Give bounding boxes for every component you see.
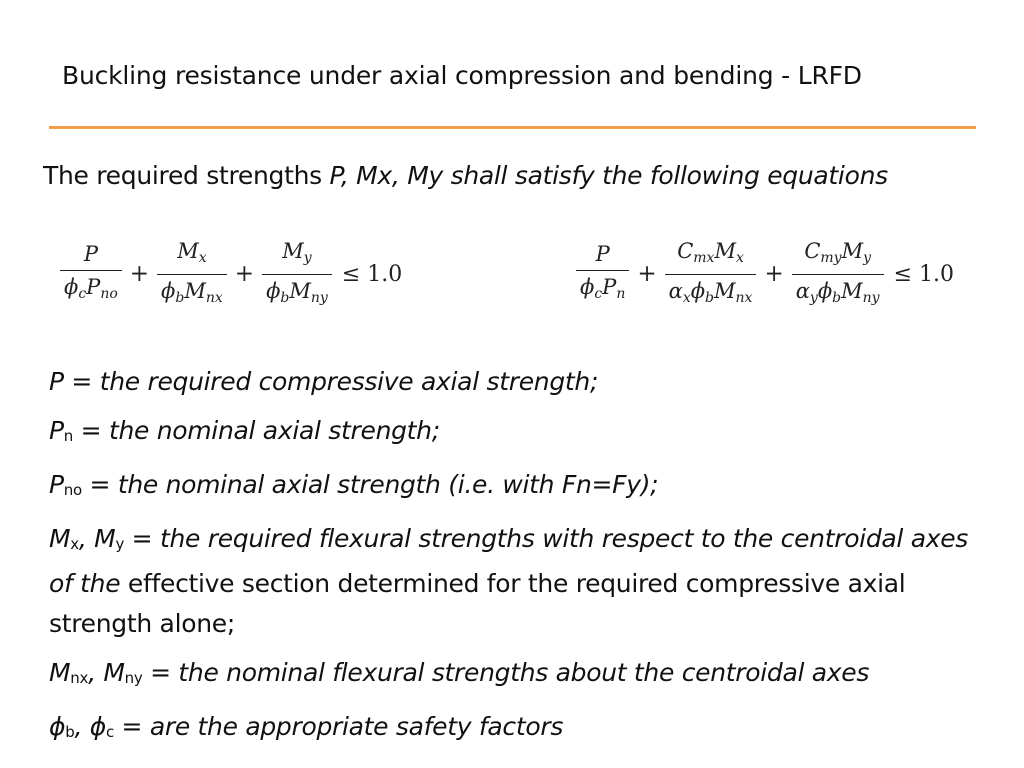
definition-mx-my: Mx, My = the required flexural strengths with respect to the centroidal axes of the effective section determined for the required compressive axial strength alone;	[49, 524, 969, 638]
eq1-rhs: ≤ 1.0	[341, 261, 403, 287]
eq2-term-mx: $\frac{\text{CmxMx}}{\text{αxϕbMnx}}$	[665, 238, 757, 311]
definition-mnx-mny: Mnx, Mny = the nominal flexural strengths about the centroidal axes	[49, 658, 870, 687]
intro-text	[43, 157, 888, 195]
eq2-term-axial: $\frac{P}{\text{ϕcPn}}$	[576, 241, 629, 307]
eq1-term-my: $\frac{My}{\text{ϕbMny}}$	[262, 238, 332, 311]
definitions-list	[49, 362, 989, 761]
definition-pno: Pno = the nominal axial strength (i.e. with Fn=Fy);	[49, 470, 659, 499]
eq2-term-my: $\frac{\text{CmyMy}}{\text{αyϕbMny}}$	[792, 238, 884, 311]
definition-phi: ϕb, ϕc = are the appropriate safety factors	[49, 712, 564, 741]
slide-title: Buckling resistance under axial compression and bending - LRFD	[62, 61, 862, 90]
interaction-equation-1: $\frac{P}{\text{ϕcPno}}$ + $\frac{Mx}{\text{ϕbMnx}}$ + $\frac{My}{\text{ϕbMny}}$ ≤ 1.0	[56, 234, 402, 314]
interaction-equation-2: $\frac{P}{\text{ϕcPn}}$ + $\frac{\text{CmxMx}}{\text{αxϕbMnx}}$ + $\frac{\text{CmyMy}}{\text{αyϕbMny}}$ ≤ 1.0	[572, 234, 954, 314]
definition-p: P = the required compressive axial strength;	[49, 367, 599, 396]
title-divider	[49, 126, 976, 129]
eq2-rhs: ≤ 1.0	[893, 261, 955, 287]
eq1-term-axial: $\frac{P}{\text{ϕcPno}}$	[60, 241, 122, 307]
definition-pn: Pn = the nominal axial strength;	[49, 416, 440, 445]
intro-plain: The required strengths	[43, 161, 330, 190]
eq1-term-mx: $\frac{Mx}{\text{ϕbMnx}}$	[157, 238, 227, 311]
intro-italic: P, Mx, My shall satisfy the following equations	[329, 161, 888, 190]
